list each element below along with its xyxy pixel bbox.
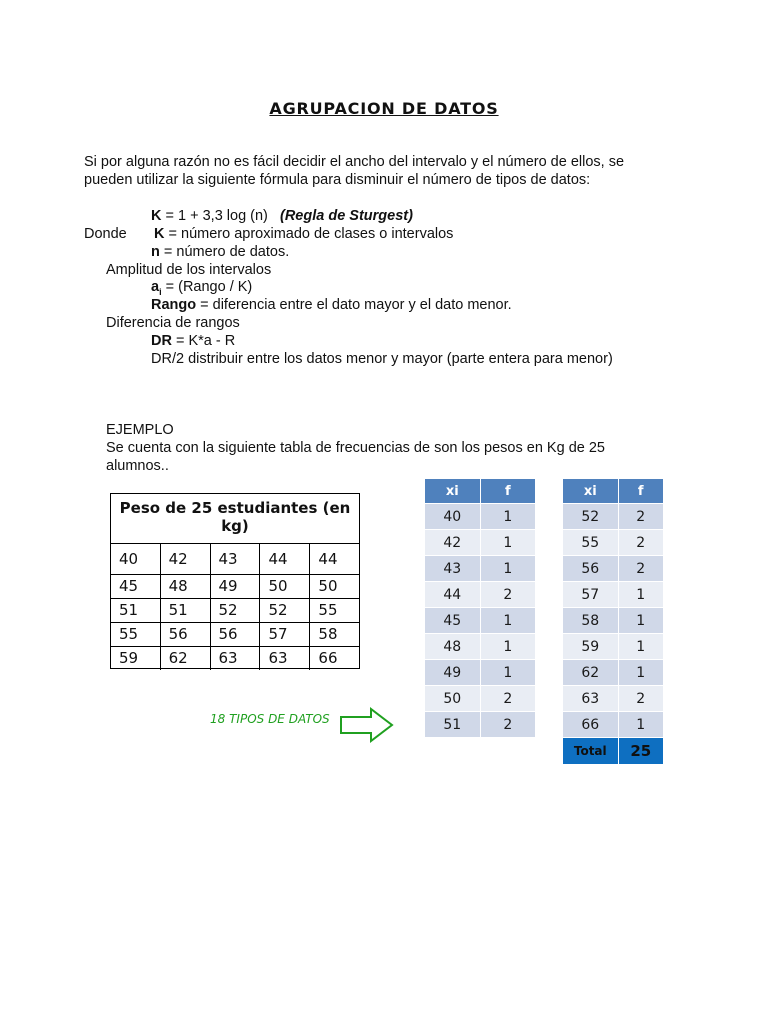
ft1-xi-cell: 49 [425, 660, 481, 686]
dr2-line: DR/2 distribuir entre los datos menor y mayor (parte entera para menor) [151, 351, 613, 367]
frequency-table-2 [562, 478, 664, 765]
table-row [563, 686, 664, 712]
ft2-f-cell: 1 [618, 660, 663, 686]
table-row [111, 622, 359, 646]
ft1-f-cell: 1 [480, 608, 535, 634]
ft1-xi-cell: 45 [425, 608, 481, 634]
table-row [111, 598, 359, 622]
ft2-f-cell: 1 [618, 634, 663, 660]
rango-definition [151, 296, 512, 314]
ft2-header-f: f [618, 479, 663, 504]
total-row [563, 738, 664, 765]
intro-line-1: Si por alguna razón no es fácil decidir el ancho del intervalo y el número de ellos, se [84, 154, 625, 170]
ejemplo-line-2: alumnos.. [106, 458, 169, 474]
weight-cell: 42 [160, 544, 210, 574]
rule-open: (R [279, 208, 296, 224]
k-def-label: K [154, 226, 165, 242]
table-row [425, 556, 536, 582]
a-label: a [151, 279, 160, 295]
n-def-text: = número de datos. [159, 244, 290, 260]
dr-definition [151, 332, 235, 350]
rule-name: egla de Sturgest) [295, 208, 413, 224]
ft2-xi-cell: 58 [563, 608, 619, 634]
weight-cell: 40 [111, 544, 160, 574]
n-definition [151, 243, 289, 261]
donde-label: Donde [84, 226, 127, 242]
ft1-header-xi: xi [425, 479, 481, 504]
table-row [563, 608, 664, 634]
ft2-header-xi: xi [563, 479, 619, 504]
weight-cell: 55 [310, 598, 359, 622]
weight-cell: 63 [210, 646, 260, 670]
ft1-f-cell: 1 [480, 504, 535, 530]
dr-def-text: = K*a - R [171, 333, 236, 349]
ft2-xi-cell: 52 [563, 504, 619, 530]
ft1-xi-cell: 48 [425, 634, 481, 660]
a-subscript: i [159, 286, 162, 297]
weight-cell: 51 [160, 598, 210, 622]
a-def-text: = (Rango / K) [161, 279, 253, 295]
ft1-xi-cell: 51 [425, 712, 481, 738]
ft2-xi-cell: 55 [563, 530, 619, 556]
ft1-f-cell: 1 [480, 556, 535, 582]
ft1-f-cell: 2 [480, 582, 535, 608]
dr-label: DR [151, 333, 172, 349]
right-arrow-icon [340, 707, 394, 743]
intro-line-2: pueden utilizar la siguiente fórmula para disminuir el número de tipos de datos: [84, 172, 591, 188]
table-row [425, 530, 536, 556]
k-definition [154, 225, 453, 243]
ft2-xi-cell: 63 [563, 686, 619, 712]
n-def-label: n [151, 244, 160, 260]
ft1-f-cell: 2 [480, 686, 535, 712]
table-row [425, 634, 536, 660]
table-row [563, 660, 664, 686]
ft2-f-cell: 2 [618, 556, 663, 582]
weight-cell: 50 [310, 574, 359, 598]
weight-cell: 49 [210, 574, 260, 598]
ejemplo-line-1: Se cuenta con la siguiente tabla de frecuencias de son los pesos en Kg de 25 [106, 440, 605, 456]
weight-cell: 66 [310, 646, 359, 670]
table-row [563, 530, 664, 556]
weight-cell: 59 [111, 646, 160, 670]
table-row [425, 660, 536, 686]
table-row [563, 504, 664, 530]
table-row [111, 646, 359, 670]
ft2-f-cell: 1 [618, 608, 663, 634]
ft2-f-cell: 1 [618, 582, 663, 608]
k-def-text: = número aproximado de clases o intervalos [164, 226, 454, 242]
ft1-f-cell: 1 [480, 634, 535, 660]
weights-grid [111, 544, 359, 670]
ft2-f-cell: 2 [618, 686, 663, 712]
weight-cell: 55 [111, 622, 160, 646]
ft1-f-cell: 1 [480, 660, 535, 686]
weight-cell: 50 [260, 574, 310, 598]
ft2-xi-cell: 59 [563, 634, 619, 660]
table-row [111, 544, 359, 574]
weight-cell: 58 [310, 622, 359, 646]
ft2-xi-cell: 57 [563, 582, 619, 608]
ft1-f-cell: 2 [480, 712, 535, 738]
ft1-xi-cell: 44 [425, 582, 481, 608]
weight-cell: 48 [160, 574, 210, 598]
weight-cell: 44 [310, 544, 359, 574]
ejemplo-heading: EJEMPLO [106, 422, 174, 438]
weight-cell: 52 [210, 598, 260, 622]
ft2-xi-cell: 66 [563, 712, 619, 738]
amplitud-heading: Amplitud de los intervalos [106, 262, 272, 278]
total-value: 25 [618, 738, 663, 765]
ft2-f-cell: 2 [618, 504, 663, 530]
table-row [563, 556, 664, 582]
formula-k-eq: = 1 + 3,3 log (n) [161, 208, 268, 224]
rango-def-text: = diferencia entre el dato mayor y el dato menor. [196, 297, 512, 313]
ft1-header-f: f [480, 479, 535, 504]
table-row [425, 582, 536, 608]
total-label: Total [563, 738, 619, 765]
weights-table [110, 493, 360, 669]
weight-cell: 62 [160, 646, 210, 670]
table-row [563, 582, 664, 608]
weight-cell: 63 [260, 646, 310, 670]
weight-cell: 45 [111, 574, 160, 598]
ft1-xi-cell: 42 [425, 530, 481, 556]
formula-k [151, 207, 413, 225]
ft2-f-cell: 1 [618, 712, 663, 738]
table-row [425, 712, 536, 738]
weight-cell: 44 [260, 544, 310, 574]
table-row [425, 504, 536, 530]
weight-cell: 51 [111, 598, 160, 622]
rango-label: Rango [151, 297, 197, 313]
ft1-xi-cell: 43 [425, 556, 481, 582]
ft1-xi-cell: 40 [425, 504, 481, 530]
table-row [111, 574, 359, 598]
table-row [563, 634, 664, 660]
weight-cell: 56 [160, 622, 210, 646]
ft2-xi-cell: 62 [563, 660, 619, 686]
ft2-f-cell: 2 [618, 530, 663, 556]
weights-table-title: Peso de 25 estudiantes (en kg) [111, 494, 359, 544]
table-row [425, 686, 536, 712]
table-row [563, 712, 664, 738]
weight-cell: 56 [210, 622, 260, 646]
weight-cell: 57 [260, 622, 310, 646]
diferencia-heading: Diferencia de rangos [106, 315, 240, 331]
weight-cell: 52 [260, 598, 310, 622]
ft2-xi-cell: 56 [563, 556, 619, 582]
formula-k-label: K [151, 208, 162, 224]
ft1-xi-cell: 50 [425, 686, 481, 712]
ft1-f-cell: 1 [480, 530, 535, 556]
weight-cell: 43 [210, 544, 260, 574]
frequency-table-1 [424, 478, 536, 738]
tipos-label: 18 TIPOS DE DATOS [210, 712, 330, 726]
table-row [425, 608, 536, 634]
page-title: AGRUPACION DE DATOS [269, 99, 499, 118]
